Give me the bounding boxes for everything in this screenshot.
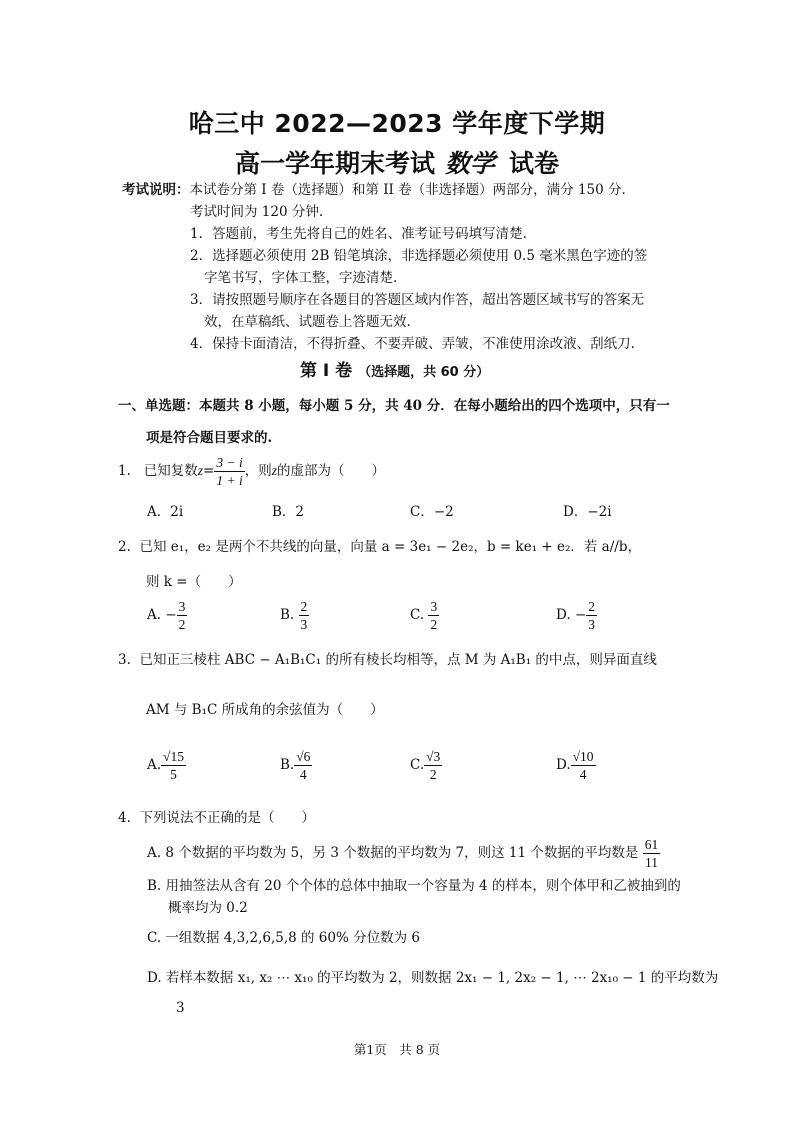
question-2-cont: 则 k =（ ） <box>146 574 242 590</box>
section-instructions: 一、单选题：本题共 8 小题，每小题 5 分，共 40 分．在每小题给出的四个选项中，只有一 <box>118 398 670 414</box>
fraction: $\frac{√15}{5}$ <box>163 749 184 782</box>
instruction-item: 1．答题前，考生先将自己的姓名、准考证号码填写清楚. <box>190 226 527 242</box>
option-d: D. − $\frac{2}{3}$ <box>556 599 595 632</box>
instruction-item: 3．请按照题号顺序在各题目的答题区域内作答，超出答题区域书写的答案无 <box>190 292 645 308</box>
question-number: 3. <box>118 652 131 668</box>
fraction: $\frac{√10}{4}$ <box>572 749 594 782</box>
option-c: C. $\frac{3}{2}$ <box>410 599 438 632</box>
option-a: A. 8 个数据的平均数为 5，另 3 个数据的平均数为 7，则这 11 个数据的平均数是 $\frac{61}{11}$ <box>147 837 659 870</box>
option-d: D．−2i <box>563 504 612 520</box>
instructions-line1: 考试说明：本试卷分第 I 卷（选择题）和第 II 卷（非选择题）两部分，满分 150 分. <box>122 182 626 198</box>
fraction: $\frac{2}{3}$ <box>588 599 595 632</box>
question-number: 4. <box>118 810 131 826</box>
question-number: 1. <box>118 463 131 479</box>
option-d: D. $\frac{√10}{4}$ <box>556 749 594 782</box>
option-c: C. $\frac{√3}{2}$ <box>410 749 441 782</box>
question-3: 3. 已知正三棱柱 ABC − A₁B₁C₁ 的所有棱长均相等，点 M 为 A₁B₁ 的中点，则异面直线 <box>118 652 657 668</box>
fraction: $\frac{2}{3}$ <box>300 599 308 632</box>
exam-subtitle <box>0 144 794 180</box>
instruction-item: 4．保持卡面清洁，不得折叠、不要弄破、弄皱，不准使用涂改液、刮纸刀. <box>190 336 635 352</box>
fraction: $\frac{3}{2}$ <box>178 599 186 632</box>
subtitle-prefix: 高一学年期末考试 <box>234 149 435 178</box>
part-heading: 第 I 卷 （选择题，共 60 分） <box>300 361 490 381</box>
instruction-item: 2．选择题必须使用 2B 铅笔填涂，非选择题必须使用 0.5 毫米黑色字迹的签 <box>190 248 648 264</box>
option-a: A．2i <box>147 504 184 520</box>
option-b: B. $\frac{2}{3}$ <box>280 599 308 632</box>
instructions-label: 考试说明： <box>122 182 190 198</box>
option-b: B. 用抽签法从含有 20 个个体的总体中抽取一个容量为 4 的样本，则个体甲和乙被抽到的 <box>147 878 681 894</box>
fraction: $\frac{√3}{2}$ <box>426 749 441 782</box>
instructions-line2: 考试时间为 120 分钟. <box>190 204 324 220</box>
option-c: C．−2 <box>410 504 454 520</box>
option-d: D. 若样本数据 x₁, x₂ ⋯ x₁₀ 的平均数为 2，则数据 2x₁ − 1, 2x₂ − 1, ⋯ 2x₁₀ − 1 的平均数为 <box>147 970 719 986</box>
option-c: C. 一组数据 4,3,2,6,5,8 的 60% 分位数为 6 <box>147 930 420 946</box>
question-number: 2. <box>118 539 131 555</box>
option-b-cont: 概率均为 0.2 <box>168 900 248 916</box>
page-footer: 第1页 共 8 页 <box>353 1042 441 1057</box>
question-4: 4. 下列说法不正确的是（ ） <box>118 810 315 826</box>
question-2: 2. 已知 e₁，e₂ 是两个不共线的向量，向量 a = 3e₁ − 2e₂，b = ke₁ + e₂．若 a//b， <box>118 539 641 555</box>
exam-title: 哈三中 2022—2023 学年度下学期 <box>188 109 606 138</box>
option-a: A. − $\frac{3}{2}$ <box>147 599 186 632</box>
fraction: $\frac{√6}{4}$ <box>296 749 311 782</box>
instruction-item: 效，在草稿纸、试题卷上答题无效. <box>204 314 411 330</box>
subject-name: 数学 <box>444 149 495 178</box>
section-instructions-cont: 项是符合题目要求的. <box>146 430 273 446</box>
question-3-cont: AM 与 B₁C 所成角的余弦值为（ ） <box>146 702 384 718</box>
question-1: 1. 已知复数z= $\frac{3 - i}{1 + i}$ ，则z的虚部为（ ） <box>118 455 385 488</box>
fraction: $\frac{3}{2}$ <box>430 599 438 632</box>
fraction: $\frac{61}{11}$ <box>644 837 659 870</box>
option-a: A. $\frac{√15}{5}$ <box>147 749 184 782</box>
fraction: $\frac{3 - i}{1 + i}$ <box>216 455 243 488</box>
option-d-cont: 3 <box>176 1000 185 1016</box>
option-b: B. $\frac{√6}{4}$ <box>280 749 311 782</box>
instruction-item: 字笔书写，字体工整，字迹清楚. <box>204 270 398 286</box>
option-b: B．2 <box>272 504 305 520</box>
subtitle-suffix: 试卷 <box>509 149 560 178</box>
